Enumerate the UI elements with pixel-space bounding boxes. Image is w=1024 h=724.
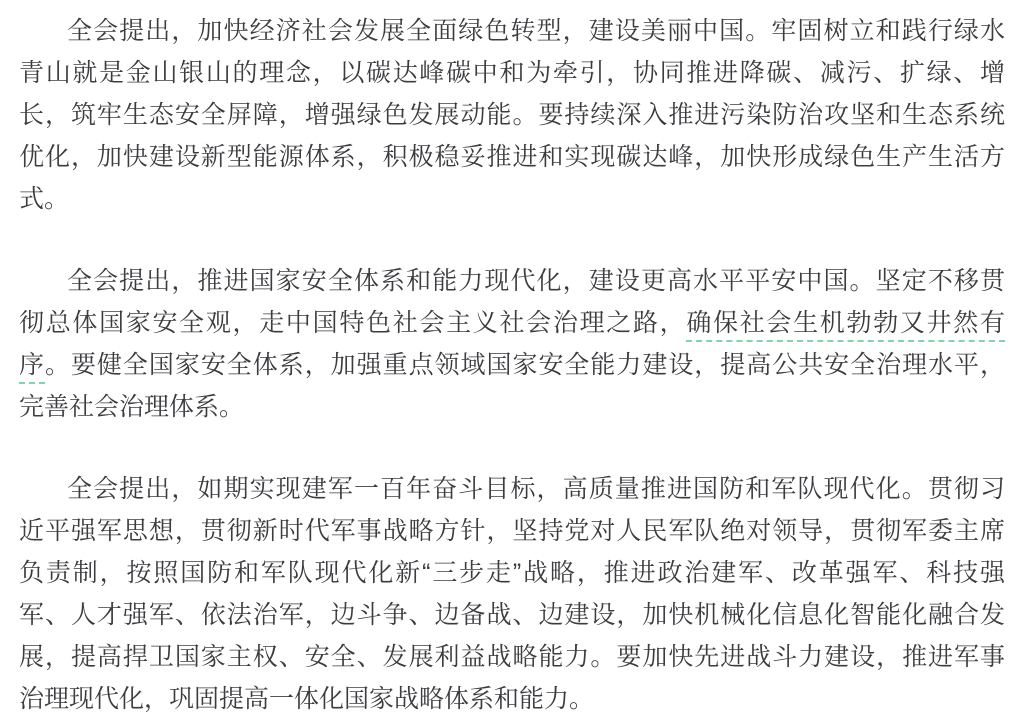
text-line [19,386,1005,428]
text-line [19,302,1005,344]
text-segment: 负责制，按照国防和军队现代化新“三步走”战略，推进政治建军、改革强军、科技强 [19,559,1005,587]
text-line [19,260,1005,302]
text-line [19,636,1005,678]
text-line [19,594,1005,636]
grammar-check-underline: 序 [19,351,45,384]
text-segment: 军、人才强军、依法治军，边斗争、边备战、边建设，加快机械化信息化智能化融合发 [19,601,1005,629]
text-line [19,552,1005,594]
text-segment: 近平强军思想，贯彻新时代军事战略方针，坚持党对人民军队绝对领导，贯彻军委主席 [19,517,1005,545]
text-line [19,178,1005,220]
paragraph [19,260,1005,428]
text-line [19,510,1005,552]
text-segment: 全会提出，如期实现建军一百年奋斗目标，高质量推进国防和军队现代化。贯彻习 [67,475,1005,503]
text-segment: 治理现代化，巩固提高一体化国家战略体系和能力。 [19,685,595,713]
text-segment: 全会提出，加快经济社会发展全面绿色转型，建设美丽中国。牢固树立和践行绿水 [67,17,1005,45]
text-segment: 完善社会治理体系。 [19,393,245,421]
text-segment: 彻总体国家安全观，走中国特色社会主义社会治理之路， [19,309,687,337]
document-text [19,10,1005,720]
text-segment: 展，提高捍卫国家主权、安全、发展利益战略能力。要加快先进战斗力建设，推进军事 [19,643,1005,671]
text-segment: 青山就是金山银山的理念，以碳达峰碳中和为牵引，协同推进降碳、减污、扩绿、增 [19,59,1005,87]
text-line [19,10,1005,52]
paragraph [19,10,1005,220]
text-line [19,678,1005,720]
text-segment: 式。 [19,185,70,213]
text-segment: 优化，加快建设新型能源体系，积极稳妥推进和实现碳达峰，加快形成绿色生产生活方 [19,143,1005,171]
text-line [19,344,1005,386]
grammar-check-underline: 确保社会生机勃勃又井然有 [686,309,1005,342]
paragraph [19,468,1005,720]
text-segment: 长，筑牢生态安全屏障，增强绿色发展动能。要持续深入推进污染防治攻坚和生态系统 [19,101,1005,129]
text-line [19,94,1005,136]
text-line [19,136,1005,178]
text-line [19,468,1005,510]
text-segment: 。要健全国家安全体系，加强重点领域国家安全能力建设，提高公共安全治理水平， [44,351,1005,379]
text-line [19,52,1005,94]
text-segment: 全会提出，推进国家安全体系和能力现代化，建设更高水平平安中国。坚定不移贯 [67,267,1005,295]
